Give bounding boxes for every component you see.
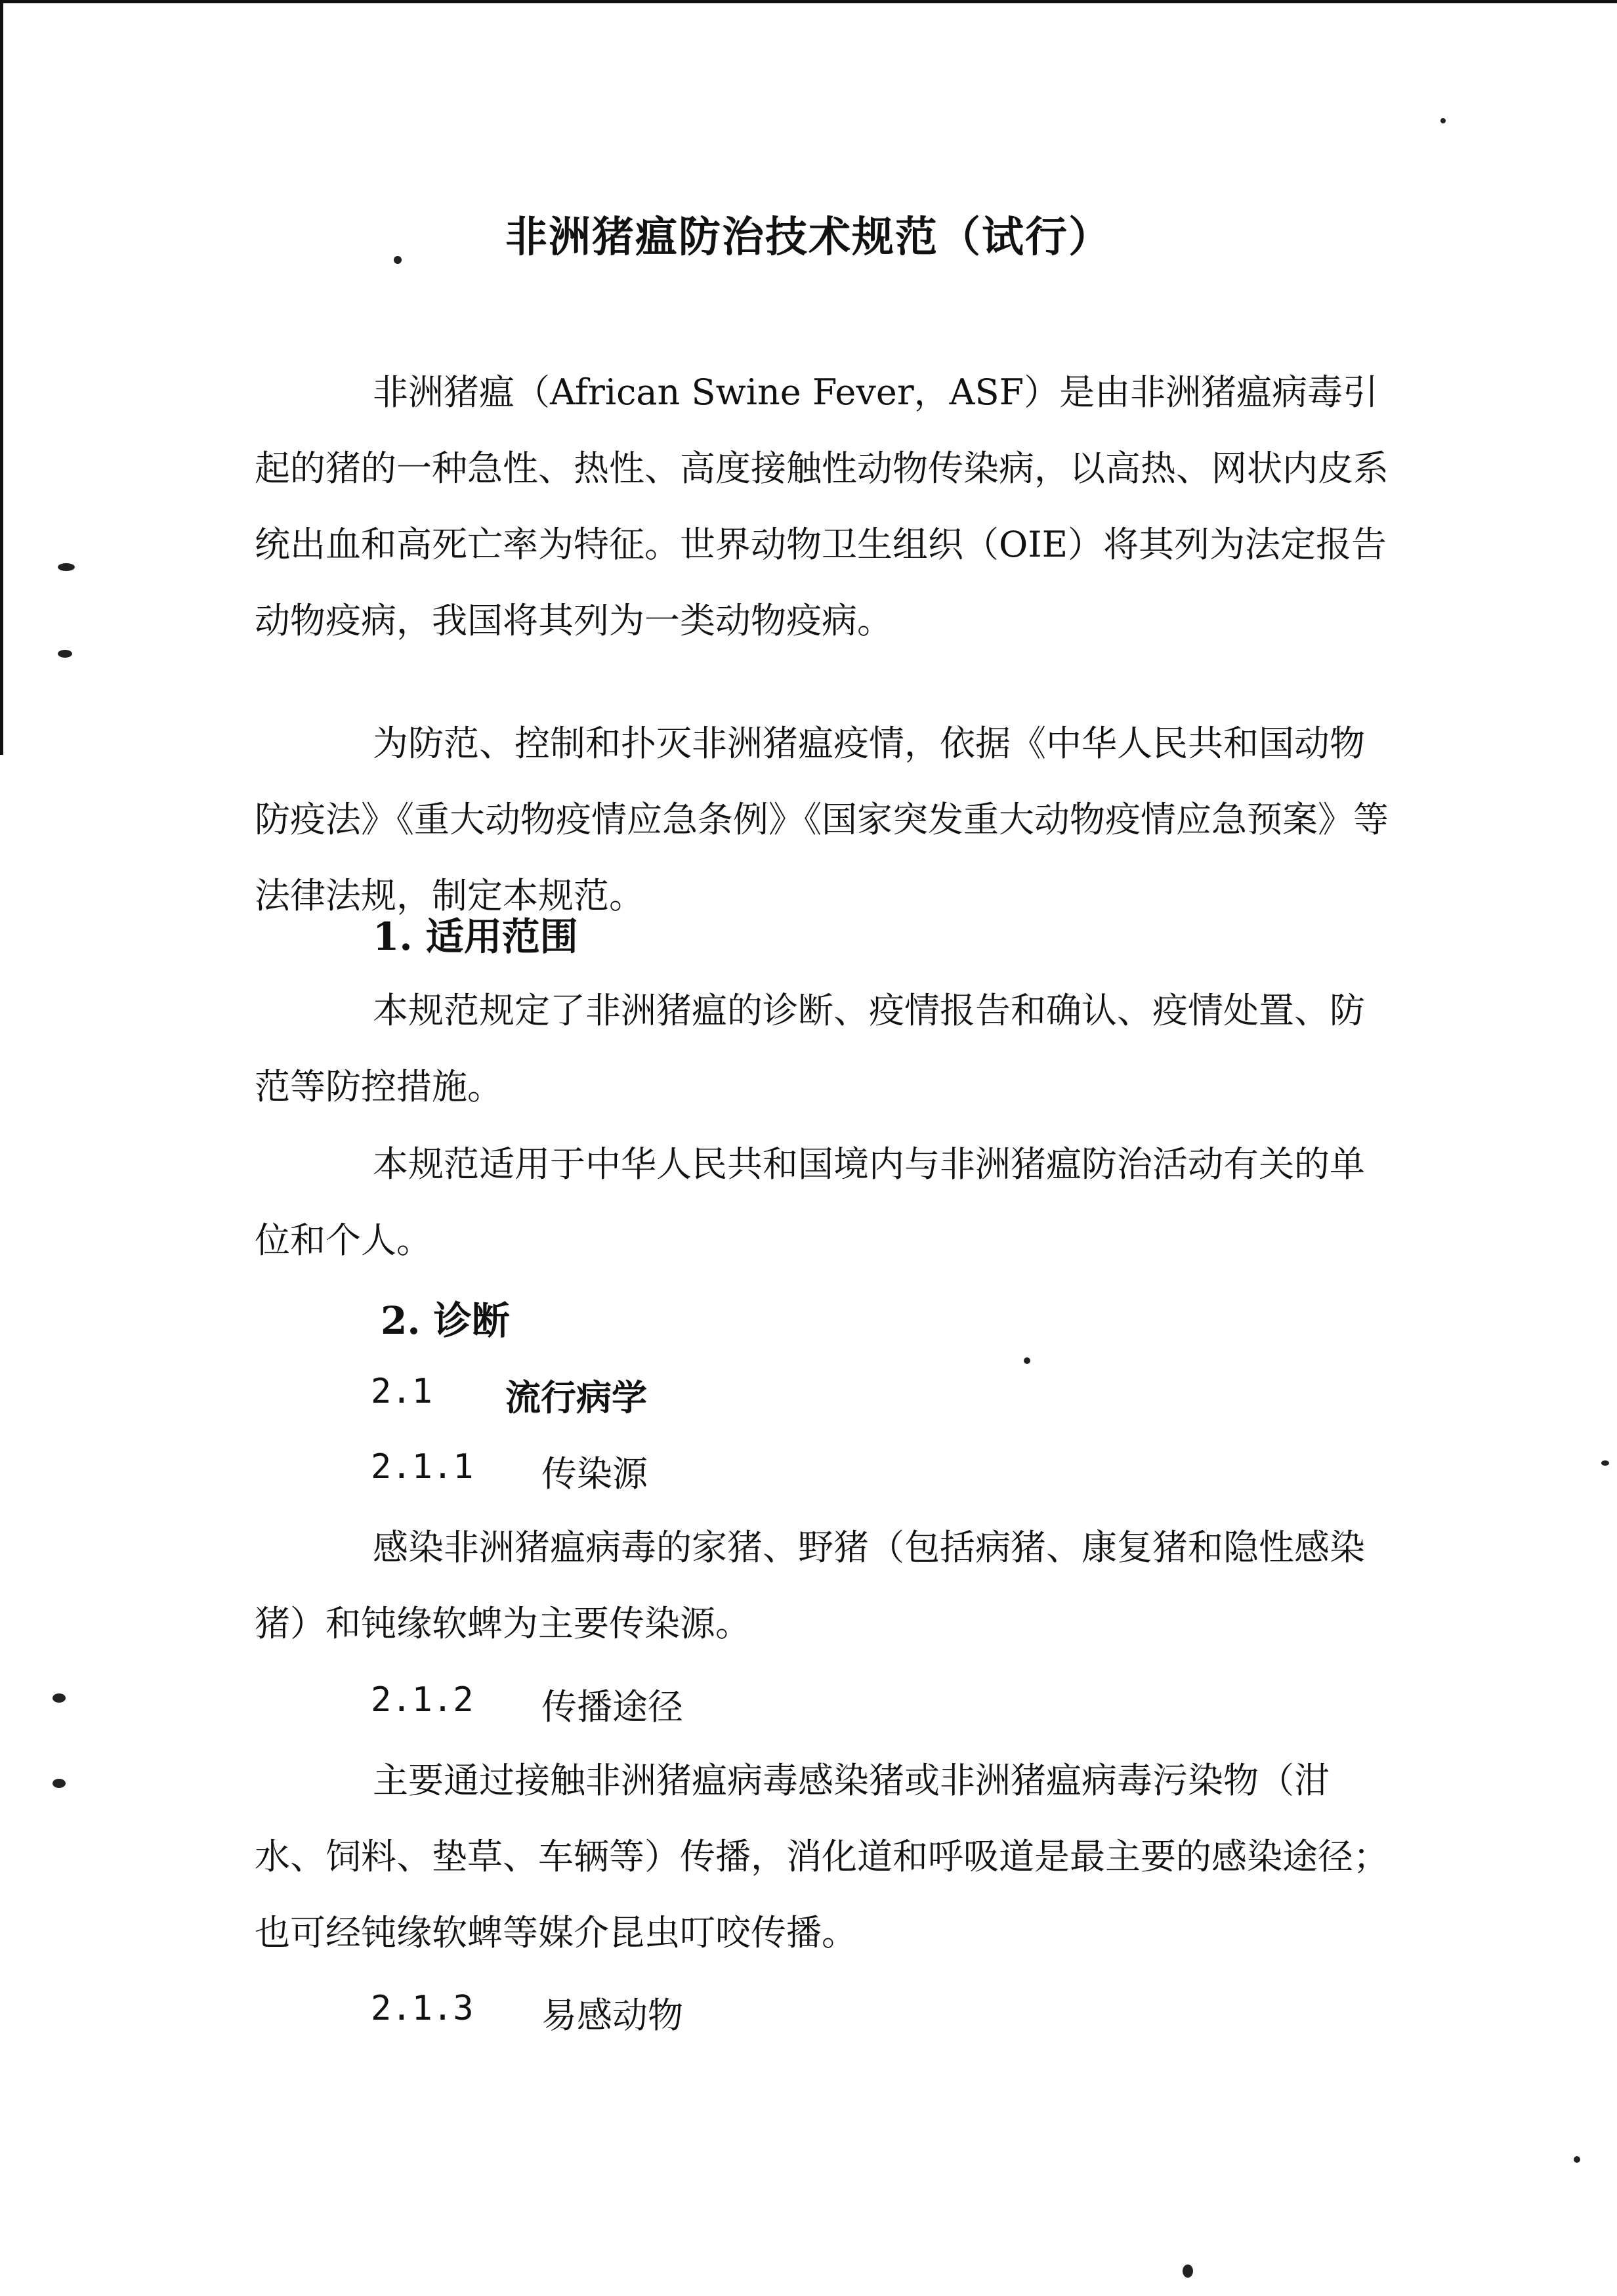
scan-speck bbox=[58, 650, 72, 658]
section-1-paragraph-1: 本规范规定了非洲猪瘟的诊断、疫情报告和确认、疫情处置、防范等防控措施。 bbox=[255, 990, 1365, 1107]
scan-border-top bbox=[0, 0, 1617, 3]
scan-speck bbox=[1574, 2156, 1580, 2163]
section-2-1-1-text: 感染非洲猪瘟病毒的家猪、野猪（包括病猪、康复猪和隐性感染猪）和钝缘软蜱为主要传染源。 bbox=[255, 1527, 1365, 1644]
scan-speck bbox=[52, 1693, 66, 1703]
page-title: 非洲猪瘟防治技术规范（试行） bbox=[505, 213, 1112, 262]
section-2-1-title: 流行病学 bbox=[505, 1376, 647, 1418]
scan-border-left bbox=[0, 0, 3, 755]
section-2-heading: 2. 诊断 bbox=[381, 1298, 510, 1343]
section-1-paragraph-2: 本规范适用于中华人民共和国境内与非洲猪瘟防治活动有关的单位和个人。 bbox=[255, 1143, 1365, 1261]
section-2-1-3-number: 2.1.3 bbox=[371, 1989, 474, 2028]
section-2-1-2-number: 2.1.2 bbox=[371, 1680, 474, 1720]
section-2-1-1-title: 传染源 bbox=[541, 1453, 648, 1495]
scan-speck bbox=[394, 256, 402, 264]
scan-speck bbox=[1601, 1460, 1609, 1466]
section-2-1-2-title: 传播途径 bbox=[541, 1686, 683, 1728]
scan-speck bbox=[1440, 118, 1446, 123]
section-2-1-3-title: 易感动物 bbox=[541, 1995, 683, 2036]
section-2-1-1-number: 2.1.1 bbox=[371, 1447, 474, 1487]
scan-speck bbox=[1183, 2264, 1193, 2278]
section-2-1-number: 2.1 bbox=[371, 1372, 432, 1411]
scan-speck bbox=[1024, 1357, 1030, 1364]
intro-paragraph-2: 为防范、控制和扑灭非洲猪瘟疫情，依据《中华人民共和国动物防疫法》《重大动物疫情应急条例》《国家突发重大动物疫情应急预案》等法律法规，制定本规范。 bbox=[255, 723, 1389, 916]
scan-speck bbox=[52, 1779, 66, 1788]
scan-speck bbox=[58, 563, 75, 571]
intro-paragraph-1: 非洲猪瘟（African Swine Fever，ASF）是由非洲猪瘟病毒引起的猪的一种急性、热性、高度接触性动物传染病，以高热、网状内皮系统出血和高死亡率为特征。世界动物卫生组织（OIE）将其列为法定报告动物疫病，我国将其列为一类动物疫病。 bbox=[255, 372, 1389, 641]
section-1-heading: 1. 适用范围 bbox=[373, 914, 578, 959]
section-2-1-2-text: 主要通过接触非洲猪瘟病毒感染猪或非洲猪瘟病毒污染物（泔水、饲料、垫草、车辆等）传播，消化道和呼吸道是最主要的感染途径；也可经钝缘软蜱等媒介昆虫叮咬传播。 bbox=[255, 1760, 1389, 1953]
